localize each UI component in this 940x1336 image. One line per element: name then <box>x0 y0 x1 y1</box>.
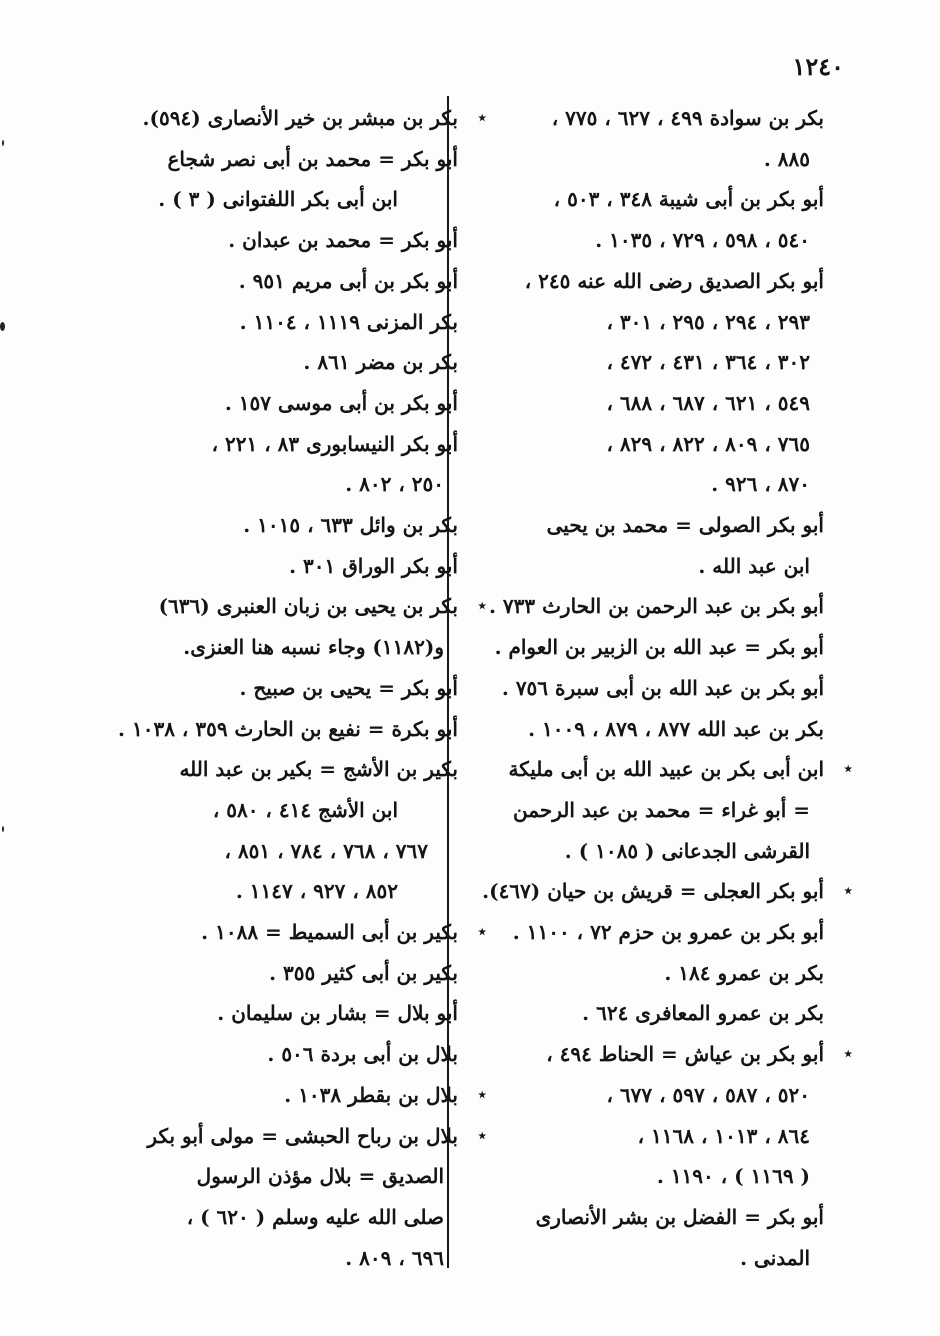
index-entry <box>80 586 486 667</box>
entry-heading-line: أبو بكر = محمد بن عبدان . <box>228 228 458 253</box>
index-entry <box>462 1197 824 1278</box>
entry-continuation-line: ابن الأشج ٤١٤ ، ٥٨٠ ، <box>212 797 398 822</box>
entry-heading-line: أبو بكر العجلى = قريش بن حيان (٤٦٧). <box>482 879 824 904</box>
index-entry <box>462 261 824 505</box>
index-entry <box>80 709 458 750</box>
entry-heading-line: أبو بكر بن عمرو بن حزم ٧٢ ، ١١٠٠ . <box>512 920 824 945</box>
entry-heading-line: بكير بن أبى السميط = ١٠٨٨ . <box>201 920 458 945</box>
entry-heading-line: بكر بن وائل ٦٣٣ ، ١٠١٥ . <box>243 513 458 538</box>
entry-continuation-line: ٢٩٣ ، ٢٩٤ ، ٢٩٥ ، ٣٠١ ، <box>606 309 810 334</box>
entry-heading-line: أبو بكر بن عبد الرحمن بن الحارث ٧٣٣ . <box>488 594 824 619</box>
entry-continuation-line: = أبو غراء = محمد بن عبد الرحمن <box>513 797 810 822</box>
entry-heading-line: أبو بكر بن أبى موسى ١٥٧ . <box>224 390 458 415</box>
index-entry <box>462 953 824 994</box>
entry-continuation-line: ٥٤٠ ، ٥٩٨ ، ٧٢٩ ، ١٠٣٥ . <box>595 228 810 253</box>
index-entry <box>80 1034 458 1075</box>
entry-heading-line: بلال بن رباح الحبشى = مولى أبو بكر <box>147 1123 458 1148</box>
entry-continuation-line: الصديق = بلال مؤذن الرسول <box>196 1164 444 1189</box>
entry-continuation-line: القرشى الجدعانى ( ١٠٨٥ ) . <box>564 838 810 863</box>
entry-heading-line: بكر بن مبشر بن خير الأنصارى (٥٩٤). <box>142 106 458 130</box>
index-entry <box>462 505 824 586</box>
entry-heading-line: بكير بن الأشج = بكير بن عبد الله <box>179 757 458 782</box>
asterisk-marker: ٭ <box>478 110 486 126</box>
entry-continuation-line: و(١١٨٢) وجاء نسبه هنا العنزى. <box>183 635 444 660</box>
entry-heading-line: أبو بكر بن عبد الله بن أبى سبرة ٧٥٦ . <box>501 675 824 700</box>
entry-continuation-line: ٢٥٠ ، ٨٠٢ . <box>345 472 444 497</box>
entry-heading-line: بكر بن يحيى بن زبان العنبرى (٦٣٦) <box>158 594 458 619</box>
index-entry <box>80 139 458 220</box>
index-entry <box>462 709 824 750</box>
margin-mark <box>0 322 5 331</box>
entry-heading-line: أبو بكر بن أبى شيبة ٣٤٨ ، ٥٠٣ ، <box>553 187 824 212</box>
margin-mark <box>2 140 4 146</box>
index-entry <box>80 383 458 424</box>
page-number: ١٢٤٠ <box>792 52 844 81</box>
index-column-right <box>462 98 852 1278</box>
asterisk-marker: ٭ <box>844 1046 852 1063</box>
entry-heading-line: أبو بكر بن أبى مريم ٩٥١ . <box>238 268 458 293</box>
index-entry <box>80 505 458 546</box>
index-column-left <box>80 98 486 1278</box>
entry-continuation-line: المدنى . <box>740 1245 810 1270</box>
index-entry <box>80 424 458 505</box>
entry-heading-line: أبو بكر = عبد الله بن الزبير بن العوام . <box>494 635 824 660</box>
margin-mark <box>2 826 4 832</box>
entry-continuation-line: ٦٩٦ ، ٨٠٩ . <box>345 1245 444 1270</box>
entry-continuation-line: ٨٧٠ ، ٩٢٦ . <box>711 472 810 497</box>
asterisk-marker: ٭ <box>478 924 486 941</box>
index-entry <box>462 912 824 953</box>
entry-continuation-line: ٨٨٥ . <box>763 146 810 171</box>
entry-heading-line: أبو بكر = الفضل بن بشر الأنصارى <box>535 1204 824 1229</box>
entry-heading-line: أبو بلال = بشار بن سليمان . <box>217 1001 458 1026</box>
asterisk-marker: ٭ <box>844 761 852 778</box>
entry-heading-line: بلال بن أبى بردة ٥٠٦ . <box>267 1042 458 1067</box>
entry-heading-line: أبو بكر الوراق ٣٠١ . <box>289 553 458 578</box>
entry-continuation-line: ٣٠٢ ، ٣٦٤ ، ٤٣١ ، ٤٧٢ ، <box>606 350 810 375</box>
entry-continuation-line: ٨٥٢ ، ٩٢٧ ، ١١٤٧ . <box>235 879 398 904</box>
entry-heading-line: بلال بن بقطر ١٠٣٨ . <box>284 1082 458 1107</box>
entry-continuation-line: ٨٦٤ ، ١٠١٣ ، ١١٦٨ ، <box>637 1123 810 1148</box>
entry-heading-line: أبو بكر الصديق رضى الله عنه ٢٤٥ ، <box>524 268 824 293</box>
entry-continuation-line: ابن أبى بكر اللفتوانى ( ٣ ) . <box>158 187 398 212</box>
entry-heading-line: بكير بن أبى كثير ٣٥٥ . <box>269 960 458 985</box>
entry-continuation-line: صلى الله عليه وسلم ( ٦٢٠ ) ، <box>186 1204 444 1229</box>
index-entry <box>462 586 824 627</box>
index-entry <box>80 220 458 261</box>
index-entry <box>80 668 458 709</box>
entry-heading-line: بكر بن سوادة ٤٩٩ ، ٦٢٧ ، ٧٧٥ ، <box>551 106 824 130</box>
index-entry <box>80 302 458 343</box>
index-entry <box>80 1116 486 1279</box>
index-entry <box>462 993 824 1034</box>
index-entry <box>462 179 824 260</box>
entry-heading-line: بكر المزنى ١١١٩ ، ١١٠٤ . <box>239 309 458 334</box>
entry-heading-line: أبو بكر النيسابورى ٨٣ ، ٢٢١ ، <box>211 431 458 456</box>
entry-heading-line: بكر بن عبد الله ٨٧٧ ، ٨٧٩ ، ١٠٠٩ . <box>528 716 824 741</box>
index-entry <box>462 749 852 871</box>
index-entry <box>462 98 824 179</box>
index-entry <box>80 342 458 383</box>
index-entry <box>80 953 458 994</box>
entry-heading-line: أبو بكرة = نفيع بن الحارث ٣٥٩ ، ١٠٣٨ . <box>118 716 458 741</box>
entry-heading-line: ابن أبى بكر بن عبيد الله بن أبى مليكة <box>508 757 824 782</box>
index-entry <box>462 668 824 709</box>
entry-continuation-line: ابن عبد الله . <box>698 553 810 578</box>
index-entry <box>80 261 458 302</box>
asterisk-marker: ٭ <box>478 1086 486 1103</box>
entry-continuation-line: ٧٦٥ ، ٨٠٩ ، ٨٢٢ ، ٨٢٩ ، <box>606 431 810 456</box>
entry-continuation-line: ٥٢٠ ، ٥٨٧ ، ٥٩٧ ، ٦٧٧ ، <box>606 1082 810 1107</box>
index-entry <box>80 98 486 139</box>
entry-continuation-line: ( ١١٦٩ ) ، ١١٩٠ . <box>656 1164 810 1189</box>
index-entry <box>80 1075 486 1116</box>
index-entry <box>462 627 824 668</box>
entry-heading-line: أبو بكر الصولى = محمد بن يحيى <box>546 513 824 538</box>
entry-heading-line: أبو بكر بن عياش = الحناط ٤٩٤ ، <box>546 1042 824 1067</box>
entry-heading-line: بكر بن عمرو ١٨٤ . <box>664 960 824 985</box>
index-entry <box>80 749 458 912</box>
index-entry <box>462 871 852 912</box>
index-entry <box>80 993 458 1034</box>
asterisk-marker: ٭ <box>478 1127 486 1144</box>
entry-continuation-line: ٥٤٩ ، ٦٢١ ، ٦٨٧ ، ٦٨٨ ، <box>606 390 810 415</box>
entry-continuation-line: ٧٦٧ ، ٧٦٨ ، ٧٨٤ ، ٨٥١ ، <box>224 838 428 863</box>
asterisk-marker: ٭ <box>844 883 852 900</box>
entry-heading-line: أبو بكر = يحيى بن صبيح . <box>239 675 458 700</box>
asterisk-marker: ٭ <box>478 598 486 615</box>
entry-heading-line: بكر بن مضر ٨٦١ . <box>303 350 458 375</box>
index-entry <box>80 912 486 953</box>
index-entry <box>462 1034 852 1197</box>
index-entry <box>80 546 458 587</box>
entry-heading-line: أبو بكر = محمد بن أبى نصر شجاع <box>167 146 458 171</box>
entry-heading-line: بكر بن عمرو المعافرى ٦٢٤ . <box>582 1001 824 1026</box>
